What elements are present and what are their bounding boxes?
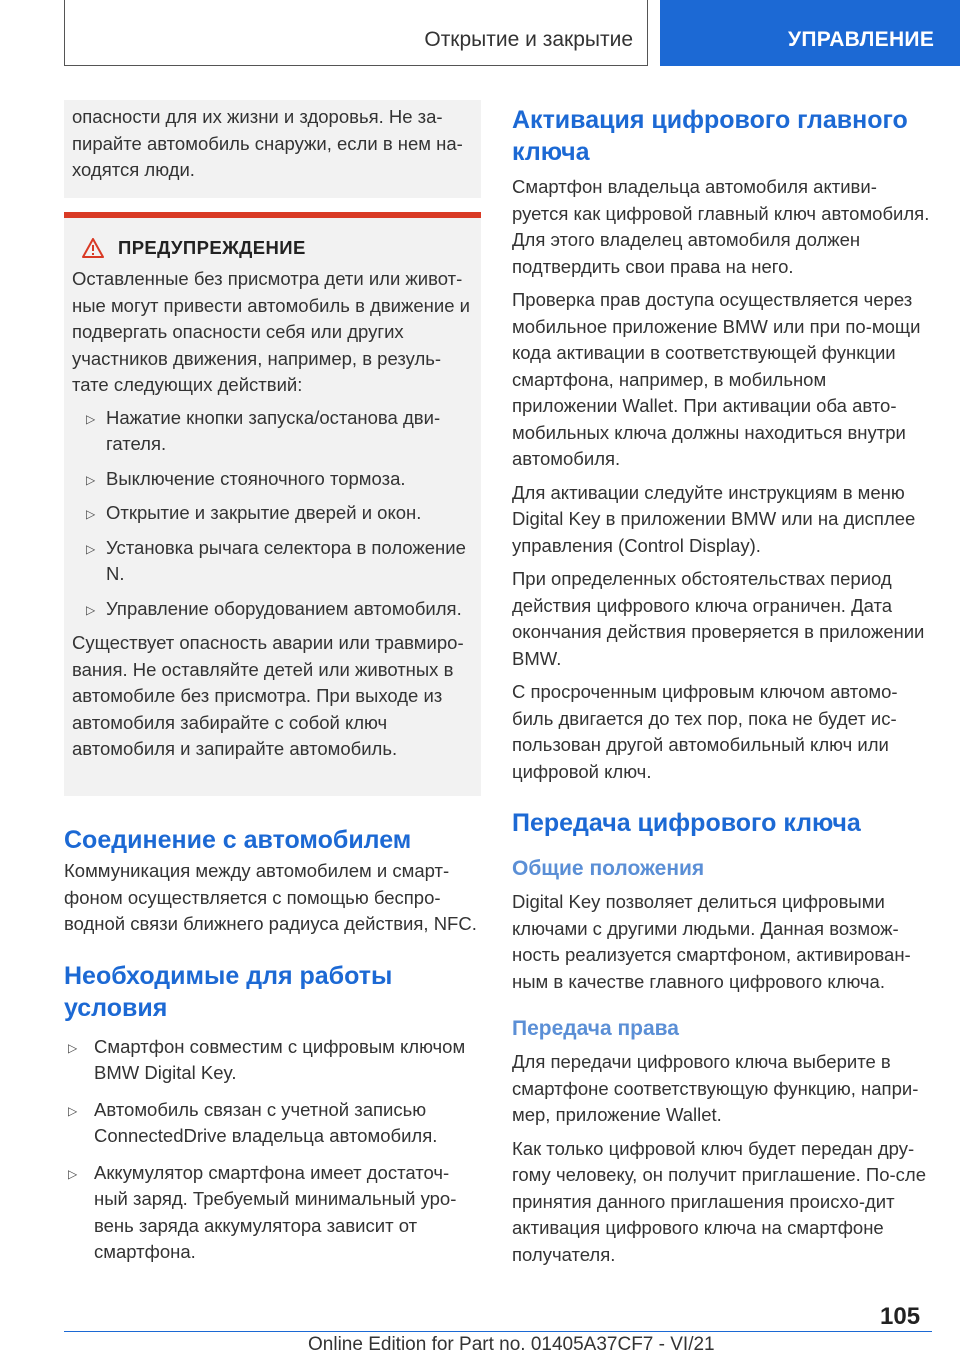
general-text: Digital Key позволяет делиться цифровыми ключами с другими людьми. Данная возмож-ность реализуется смартфоном, активирован-ным в качестве главного цифрового ключа. [512, 891, 911, 992]
connection-text: Коммуникация между автомобилем и смарт-фоном осуществляется с помощью беспро-водной связи ближнего радиуса действия, NFC. [64, 860, 477, 934]
warning-list-item: ▷ Управление оборудованием автомобиля. [72, 596, 473, 623]
header-chapter-title: УПРАВЛЕНИЕ [788, 28, 935, 51]
header-section-title: Открытие и закрытие [424, 28, 633, 51]
warning-box [64, 218, 481, 796]
header-section-tab [64, 0, 648, 66]
activation-paragraph: Смартфон владельца автомобиля активи-руется как цифровой главный ключ автомобиля. Для этого владелец автомобиля должен подтвердить свои права на него. [512, 176, 930, 277]
warning-list [72, 405, 473, 623]
warning-list-item: ▷ Установка рычага селектора в положение N. [72, 535, 473, 588]
rights-paragraph: Как только цифровой ключ будет передан дру-гому человеку, он получит приглашение. По-сле принятия данного приглашения происхо-дит активация цифрового ключа на смартфоне получателя. [512, 1137, 927, 1265]
warning-triangle-icon [82, 238, 104, 258]
activation-paragraph: С просроченным цифровым ключом автомо-биль двигается до тех пор, пока не будет ис-пользован другой автомобильный ключ или цифровой ключ. [512, 681, 898, 782]
warning-outro: Существует опасность аварии или травмиро-вания. Не оставляйте детей или животных в автомобиле без присмотра. При выходе из автомобиля забирайте с собой ключ автомобиля и запирайте автомобиль. [72, 632, 464, 759]
warning-list-item: ▷ Выключение стояночного тормоза. [72, 466, 473, 493]
general-subheading: Общие положения [512, 857, 705, 880]
rights-paragraph: Для передачи цифрового ключа выберите в смартфоне соответствующую функцию, напри-мер, приложение Wallet. [512, 1051, 919, 1125]
transfer-heading: Передача цифрового ключа [512, 809, 861, 837]
warning-title-text: ПРЕДУПРЕЖДЕНИЕ [118, 237, 306, 258]
header-chapter-tab [660, 0, 960, 66]
left-column [64, 100, 481, 1276]
connection-heading: Соединение с автомобилем [64, 826, 412, 854]
rights-subheading: Передача права [512, 1017, 679, 1040]
requirements-list-item: ▷ Аккумулятор смартфона имеет достаточ-ный заряд. Требуемый минимальный уро-вень заряда аккумулятора зависит от смартфона. [64, 1160, 481, 1266]
page-number: 105 [880, 1303, 921, 1330]
footer-divider [64, 1331, 932, 1332]
warning-title [72, 218, 473, 260]
warning-intro: Оставленные без присмотра дети или живот-ные могут привести автомобиль в движение и подвергать опасности себя или других участников движения, например, в резуль-тате следующих действий: [72, 268, 470, 395]
warning-list-item: ▷ Открытие и закрытие дверей и окон. [72, 500, 473, 527]
activation-paragraph: Проверка прав доступа осуществляется через мобильное приложение BMW или при по-мощи кода активации в соответствующей функции смартфона, например, в мобильном приложении Wallet. При активации оба авто-мобильных ключа должны находиться внутри автомобиля. [512, 289, 921, 469]
continued-warning-text: опасности для их жизни и здоровья. Не за-пирайте автомобиль снаружи, если в нем на-ходятся люди. [72, 106, 463, 180]
requirements-list [64, 1034, 481, 1266]
requirements-list-item: ▷ Автомобиль связан с учетной записью ConnectedDrive владельца автомобиля. [64, 1097, 481, 1150]
activation-heading: Активация цифрового главного ключа [512, 106, 908, 166]
continued-warning-box [64, 100, 481, 198]
activation-paragraph: При определенных обстоятельствах период действия цифрового ключа ограничен. Дата окончания действия проверяется в приложении BMW. [512, 568, 925, 669]
right-column [512, 100, 932, 1268]
footer-edition: Online Edition for Part no. 01405A37CF7 - VI/21 [308, 1334, 715, 1355]
warning-list-item: ▷ Нажатие кнопки запуска/останова дви-гателя. [72, 405, 473, 458]
activation-paragraph: Для активации следуйте инструкциям в меню Digital Key в приложении BMW или на дисплее управления (Control Display). [512, 481, 916, 556]
requirements-heading: Необходимые для работы условия [64, 961, 393, 1022]
requirements-list-item: ▷ Смартфон совместим с цифровым ключом BMW Digital Key. [64, 1034, 481, 1087]
